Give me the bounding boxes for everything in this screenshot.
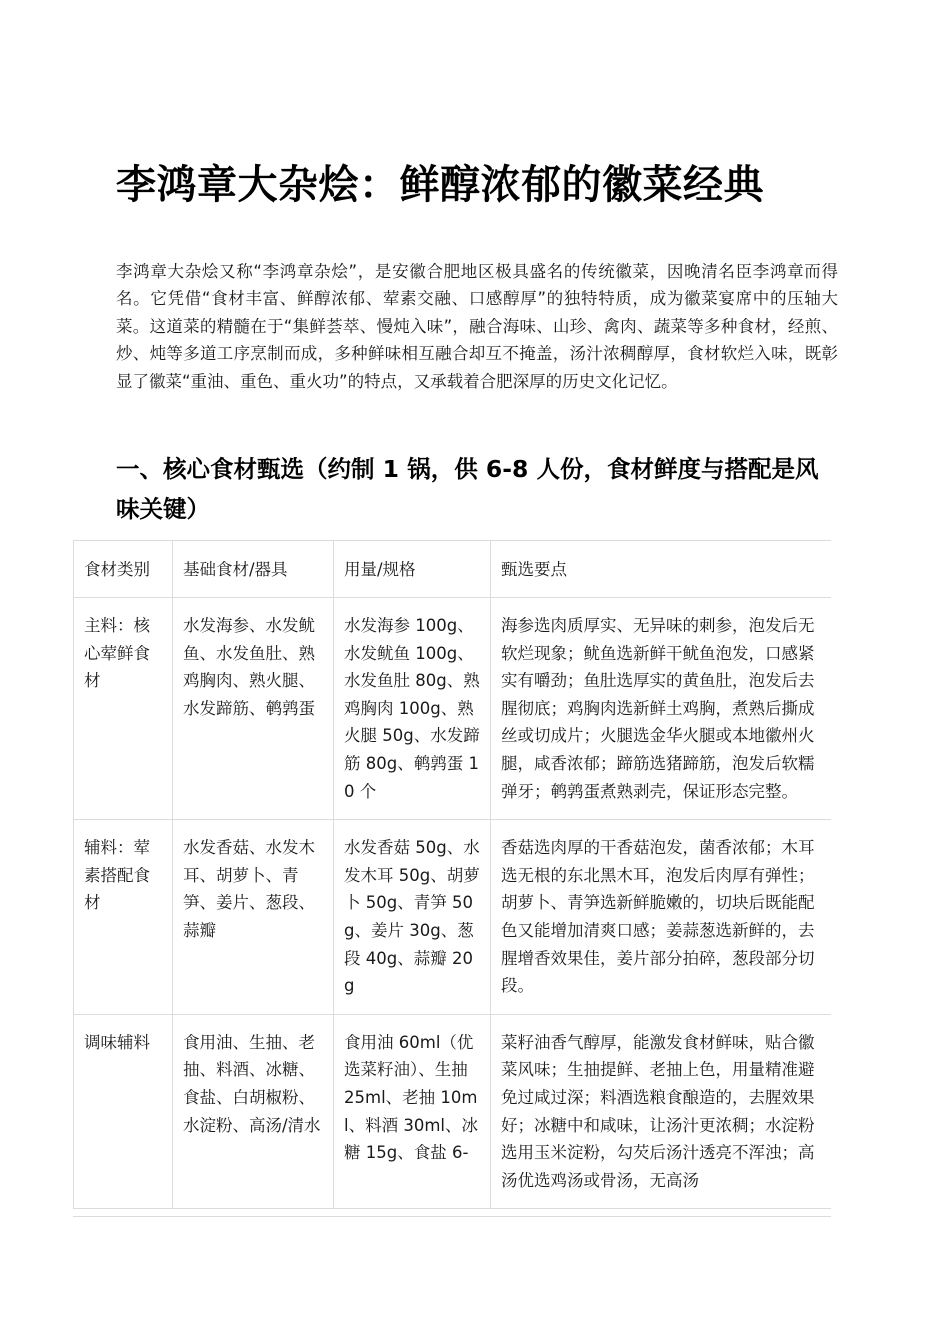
page-title: 李鸿章大杂烩：鲜醇浓郁的徽菜经典 xyxy=(116,162,764,208)
table-header-row xyxy=(74,541,832,598)
cell-ingredients: 食用油、生抽、老抽、料酒、冰糖、食盐、白胡椒粉、水淀粉、高汤/清水 xyxy=(173,1014,334,1209)
header-category: 食材类别 xyxy=(74,541,173,598)
header-ingredients: 基础食材/器具 xyxy=(173,541,334,598)
section-heading: 一、核心食材甄选（约制 1 锅，供 6-8 人份，食材鲜度与搭配是风味关键） xyxy=(116,455,819,523)
intro-paragraph: 李鸿章大杂烩又称“李鸿章杂烩”，是安徽合肥地区极具盛名的传统徽菜，因晚清名臣李鸿章而得名。它凭借“食材丰富、鲜醇浓郁、荤素交融、口感醇厚”的独特特质，成为徽菜宴席中的压轴大菜。这道菜的精髓在于“集鲜荟萃、慢炖入味”，融合海味、山珍、禽肉、蔬菜等多种食材，经煎、炒、炖等多道工序烹制而成，多种鲜味相互融合却互不掩盖，汤汁浓稠醇厚，食材软烂入味，既彰显了徽菜“重油、重色、重火功”的特点，又承载着合肥深厚的历史文化记忆。 xyxy=(116,262,838,391)
header-amount: 用量/规格 xyxy=(334,541,491,598)
cell-category: 调味辅料 xyxy=(74,1014,173,1209)
table-row xyxy=(74,1014,832,1209)
cell-amount: 水发海参 100g、水发鱿鱼 100g、水发鱼肚 80g、熟鸡胸肉 100g、熟火腿 50g、水发蹄筋 80g、鹌鹑蛋 10 个 xyxy=(334,598,491,820)
header-tips: 甄选要点 xyxy=(491,541,832,598)
table-row xyxy=(74,598,832,820)
cell-category: 主料：核心荤鲜食材 xyxy=(74,598,173,820)
cell-amount: 食用油 60ml（优选菜籽油）、生抽 25ml、老抽 10ml、料酒 30ml、冰糖 15g、食盐 6- xyxy=(334,1014,491,1209)
cell-ingredients: 水发海参、水发鱿鱼、水发鱼肚、熟鸡胸肉、熟火腿、水发蹄筋、鹌鹑蛋 xyxy=(173,598,334,820)
ingredients-table xyxy=(73,540,831,1209)
cell-tips: 香菇选肉厚的干香菇泡发，菌香浓郁；木耳选无根的东北黑木耳，泡发后肉厚有弹性；胡萝卜、青笋选新鲜脆嫩的，切块后既能配色又能增加清爽口感；姜蒜葱选新鲜的，去腥增香效果佳，姜片部分拍碎，葱段部分切段。 xyxy=(491,820,832,1015)
cell-tips: 菜籽油香气醇厚，能激发食材鲜味，贴合徽菜风味；生抽提鲜、老抽上色，用量精准避免过咸过深；料酒选粮食酿造的，去腥效果好；冰糖中和咸味，让汤汁更浓稠；水淀粉选用玉米淀粉，勾芡后汤汁透亮不浑浊；高汤优选鸡汤或骨汤，无高汤 xyxy=(491,1014,832,1209)
cell-tips: 海参选肉质厚实、无异味的刺参，泡发后无软烂现象；鱿鱼选新鲜干鱿鱼泡发，口感紧实有嚼劲；鱼肚选厚实的黄鱼肚，泡发后去腥彻底；鸡胸肉选新鲜土鸡胸，煮熟后撕成丝或切成片；火腿选金华火腿或本地徽州火腿，咸香浓郁；蹄筋选猪蹄筋，泡发后软糯弹牙；鹌鹑蛋煮熟剥壳，保证形态完整。 xyxy=(491,598,832,820)
ingredients-table-container xyxy=(73,540,831,1217)
cell-ingredients: 水发香菇、水发木耳、胡萝卜、青笋、姜片、葱段、蒜瓣 xyxy=(173,820,334,1015)
table-row xyxy=(74,820,832,1015)
cell-category: 辅料：荤素搭配食材 xyxy=(74,820,173,1015)
cell-amount: 水发香菇 50g、水发木耳 50g、胡萝卜 50g、青笋 50g、姜片 30g、葱段 40g、蒜瓣 20g xyxy=(334,820,491,1015)
